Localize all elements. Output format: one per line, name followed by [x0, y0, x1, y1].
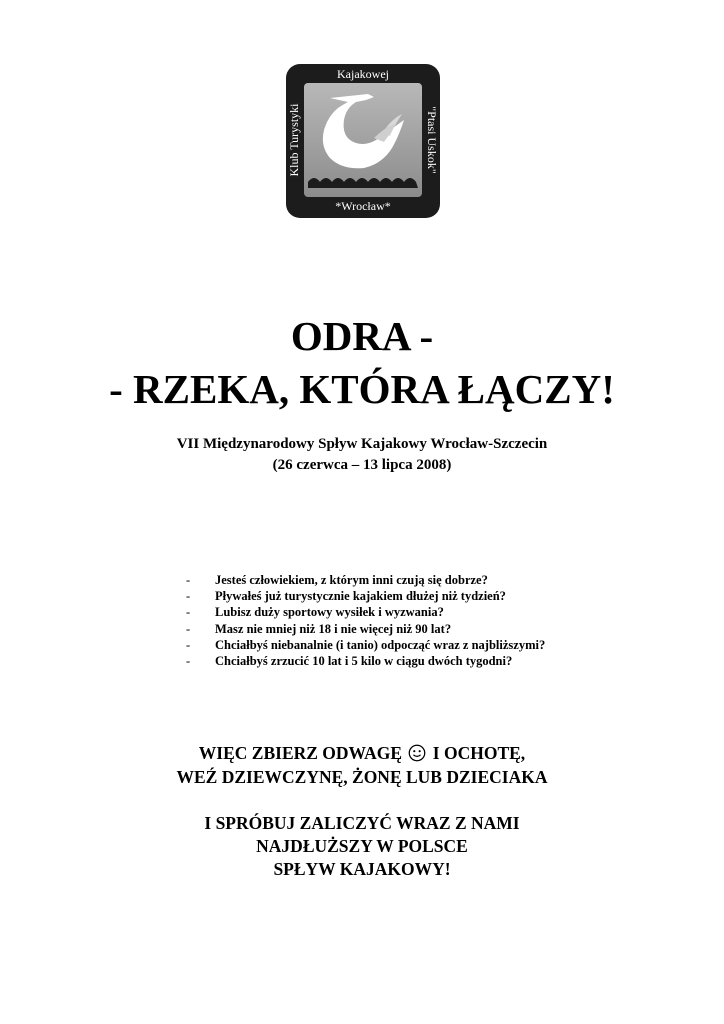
list-item-text: Chciałbyś niebanalnie (i tanio) odpocząć wraz z najbliższymi? — [215, 637, 546, 652]
list-bullet: - — [186, 605, 191, 620]
cta-line-1-end: I OCHOTĘ, — [432, 743, 526, 763]
list-item — [186, 621, 545, 637]
logo-top-text: Kajakowej — [337, 67, 389, 81]
logo-left-text: Klub Turystyki — [287, 103, 301, 177]
page-title-line-2: - RZEKA, KTÓRA ŁĄCZY! — [109, 366, 615, 412]
cta-line-1-start: WIĘC ZBIERZ ODWAGĘ — [198, 743, 403, 763]
list-bullet: - — [186, 637, 191, 652]
cta-line-5: SPŁYW KAJAKOWY! — [273, 859, 451, 879]
list-bullet: - — [186, 621, 191, 636]
smiley-face-icon — [408, 744, 426, 762]
list-item — [186, 637, 545, 653]
list-item-text: Lubisz duży sportowy wysiłek i wyzwania? — [215, 605, 444, 620]
questions-list — [186, 572, 545, 669]
cta-line-3: I SPRÓBUJ ZALICZYĆ WRAZ Z NAMI — [204, 813, 520, 833]
cta-line-4: NAJDŁUŻSZY W POLSCE — [256, 836, 468, 856]
event-dates: (26 czerwca – 13 lipca 2008) — [272, 457, 452, 473]
event-name: VII Międzynarodowy Spływ Kajakowy Wrocław-Szczecin — [176, 436, 548, 452]
cta-line-2: WEŹ DZIEWCZYNĘ, ŻONĘ LUB DZIECIAKA — [176, 767, 548, 787]
logo-bottom-text: *Wrocław* — [335, 199, 391, 213]
list-item — [186, 653, 545, 669]
list-item-text: Chciałbyś zrzucić 10 lat i 5 kilo w ciągu dwóch tygodni? — [215, 654, 513, 669]
club-logo — [286, 64, 440, 218]
list-item — [186, 604, 545, 620]
list-bullet: - — [186, 589, 191, 604]
list-item — [186, 588, 545, 604]
list-item — [186, 572, 545, 588]
page-title-line-1: ODRA - — [290, 313, 434, 359]
waves-icon — [308, 178, 418, 188]
list-bullet: - — [186, 654, 191, 669]
logo-right-text: "Ptasi Uskok" — [425, 106, 439, 174]
cta-line-1 — [0, 742, 724, 765]
list-item-text: Masz nie mniej niż 18 i nie więcej niż 90 lat? — [215, 621, 452, 636]
list-item-text: Jesteś człowiekiem, z którym inni czują się dobrze? — [215, 573, 488, 587]
list-item-text: Pływałeś już turystycznie kajakiem dłużej niż tydzień? — [215, 589, 506, 604]
list-bullet: - — [186, 573, 191, 587]
